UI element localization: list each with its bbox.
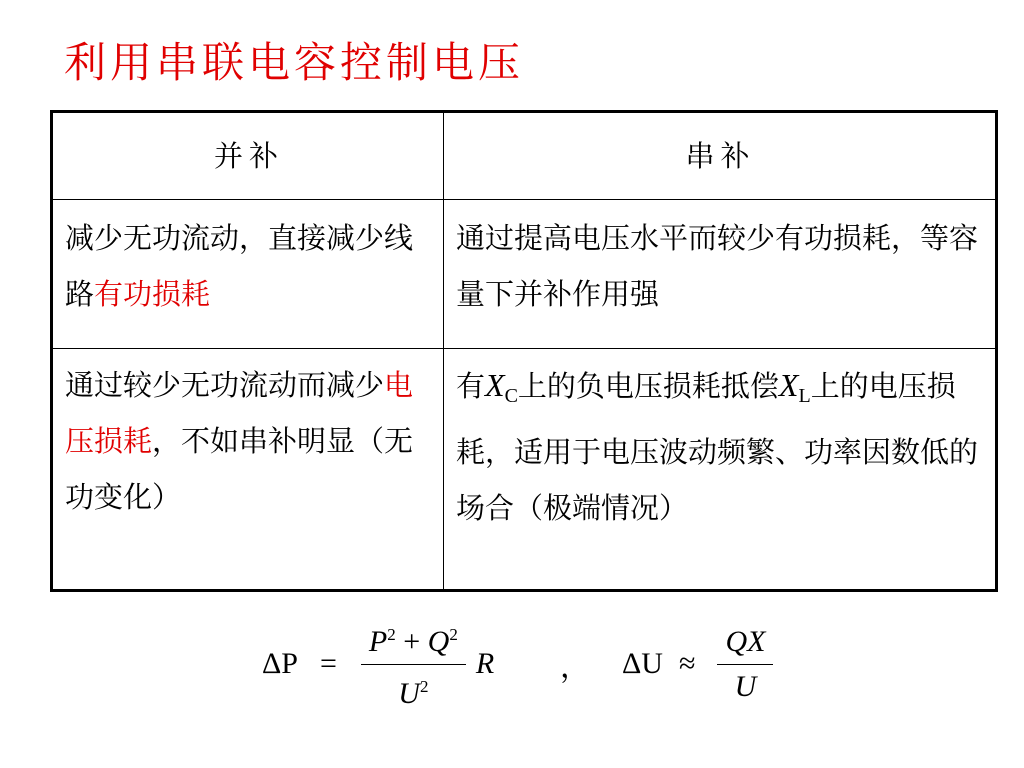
cell-text: 上的电压损耗，适用于电压波动频繁、功率因数低的场合（极端情况） <box>456 369 979 525</box>
var-p: P <box>368 624 388 658</box>
equals-sign: = <box>319 647 337 680</box>
denominator: U <box>734 669 757 703</box>
fraction <box>361 617 466 712</box>
delta-p: ΔP <box>262 647 298 680</box>
formula-voltage-loss <box>622 614 783 714</box>
formula-separator: ， <box>560 651 590 684</box>
subscript-c: C <box>504 385 518 407</box>
delta-u: ΔU <box>622 647 663 680</box>
cell-series-voltage <box>444 349 997 591</box>
table-header-row <box>52 112 997 200</box>
var-x: X <box>485 367 505 403</box>
var-r: R <box>475 647 495 680</box>
formula-power-loss <box>262 614 494 714</box>
fraction <box>717 624 773 705</box>
formula-area <box>0 614 1024 714</box>
numerator <box>361 617 466 665</box>
denominator <box>390 665 436 712</box>
cell-text: ，不如串补明显（无功变化） <box>65 424 414 514</box>
cell-series-loss: 通过提高电压水平而较少有功损耗，等容量下并补作用强 <box>444 200 997 349</box>
var-x: X <box>778 367 799 403</box>
highlight-active-power-loss: 有功损耗 <box>94 277 211 311</box>
var-u: U <box>398 676 420 710</box>
cell-parallel-loss <box>52 200 444 349</box>
header-parallel-compensation: 并补 <box>52 112 444 200</box>
table-row <box>52 200 997 349</box>
highlight-voltage-loss: 电压损耗 <box>65 368 414 458</box>
exponent: 2 <box>419 676 429 696</box>
plus-sign: + <box>403 624 421 658</box>
numerator: QX <box>717 624 773 665</box>
header-series-compensation: 串补 <box>444 112 997 200</box>
comparison-table <box>50 110 998 592</box>
cell-text: 通过较少无功流动而减少 <box>65 368 385 402</box>
exponent: 2 <box>449 624 458 644</box>
page-title: 利用串联电容控制电压 <box>64 38 525 87</box>
cell-text: 上的负电压损耗抵偿 <box>517 369 779 403</box>
cell-text: 有 <box>456 369 486 403</box>
var-q: Q <box>427 624 450 658</box>
subscript-l: L <box>798 385 811 407</box>
exponent: 2 <box>387 624 396 644</box>
cell-parallel-voltage <box>52 349 444 591</box>
approx-sign: ≈ <box>678 647 696 680</box>
table-row <box>52 349 997 591</box>
cell-text: 减少无功流动，直接减少线路 <box>65 221 414 311</box>
